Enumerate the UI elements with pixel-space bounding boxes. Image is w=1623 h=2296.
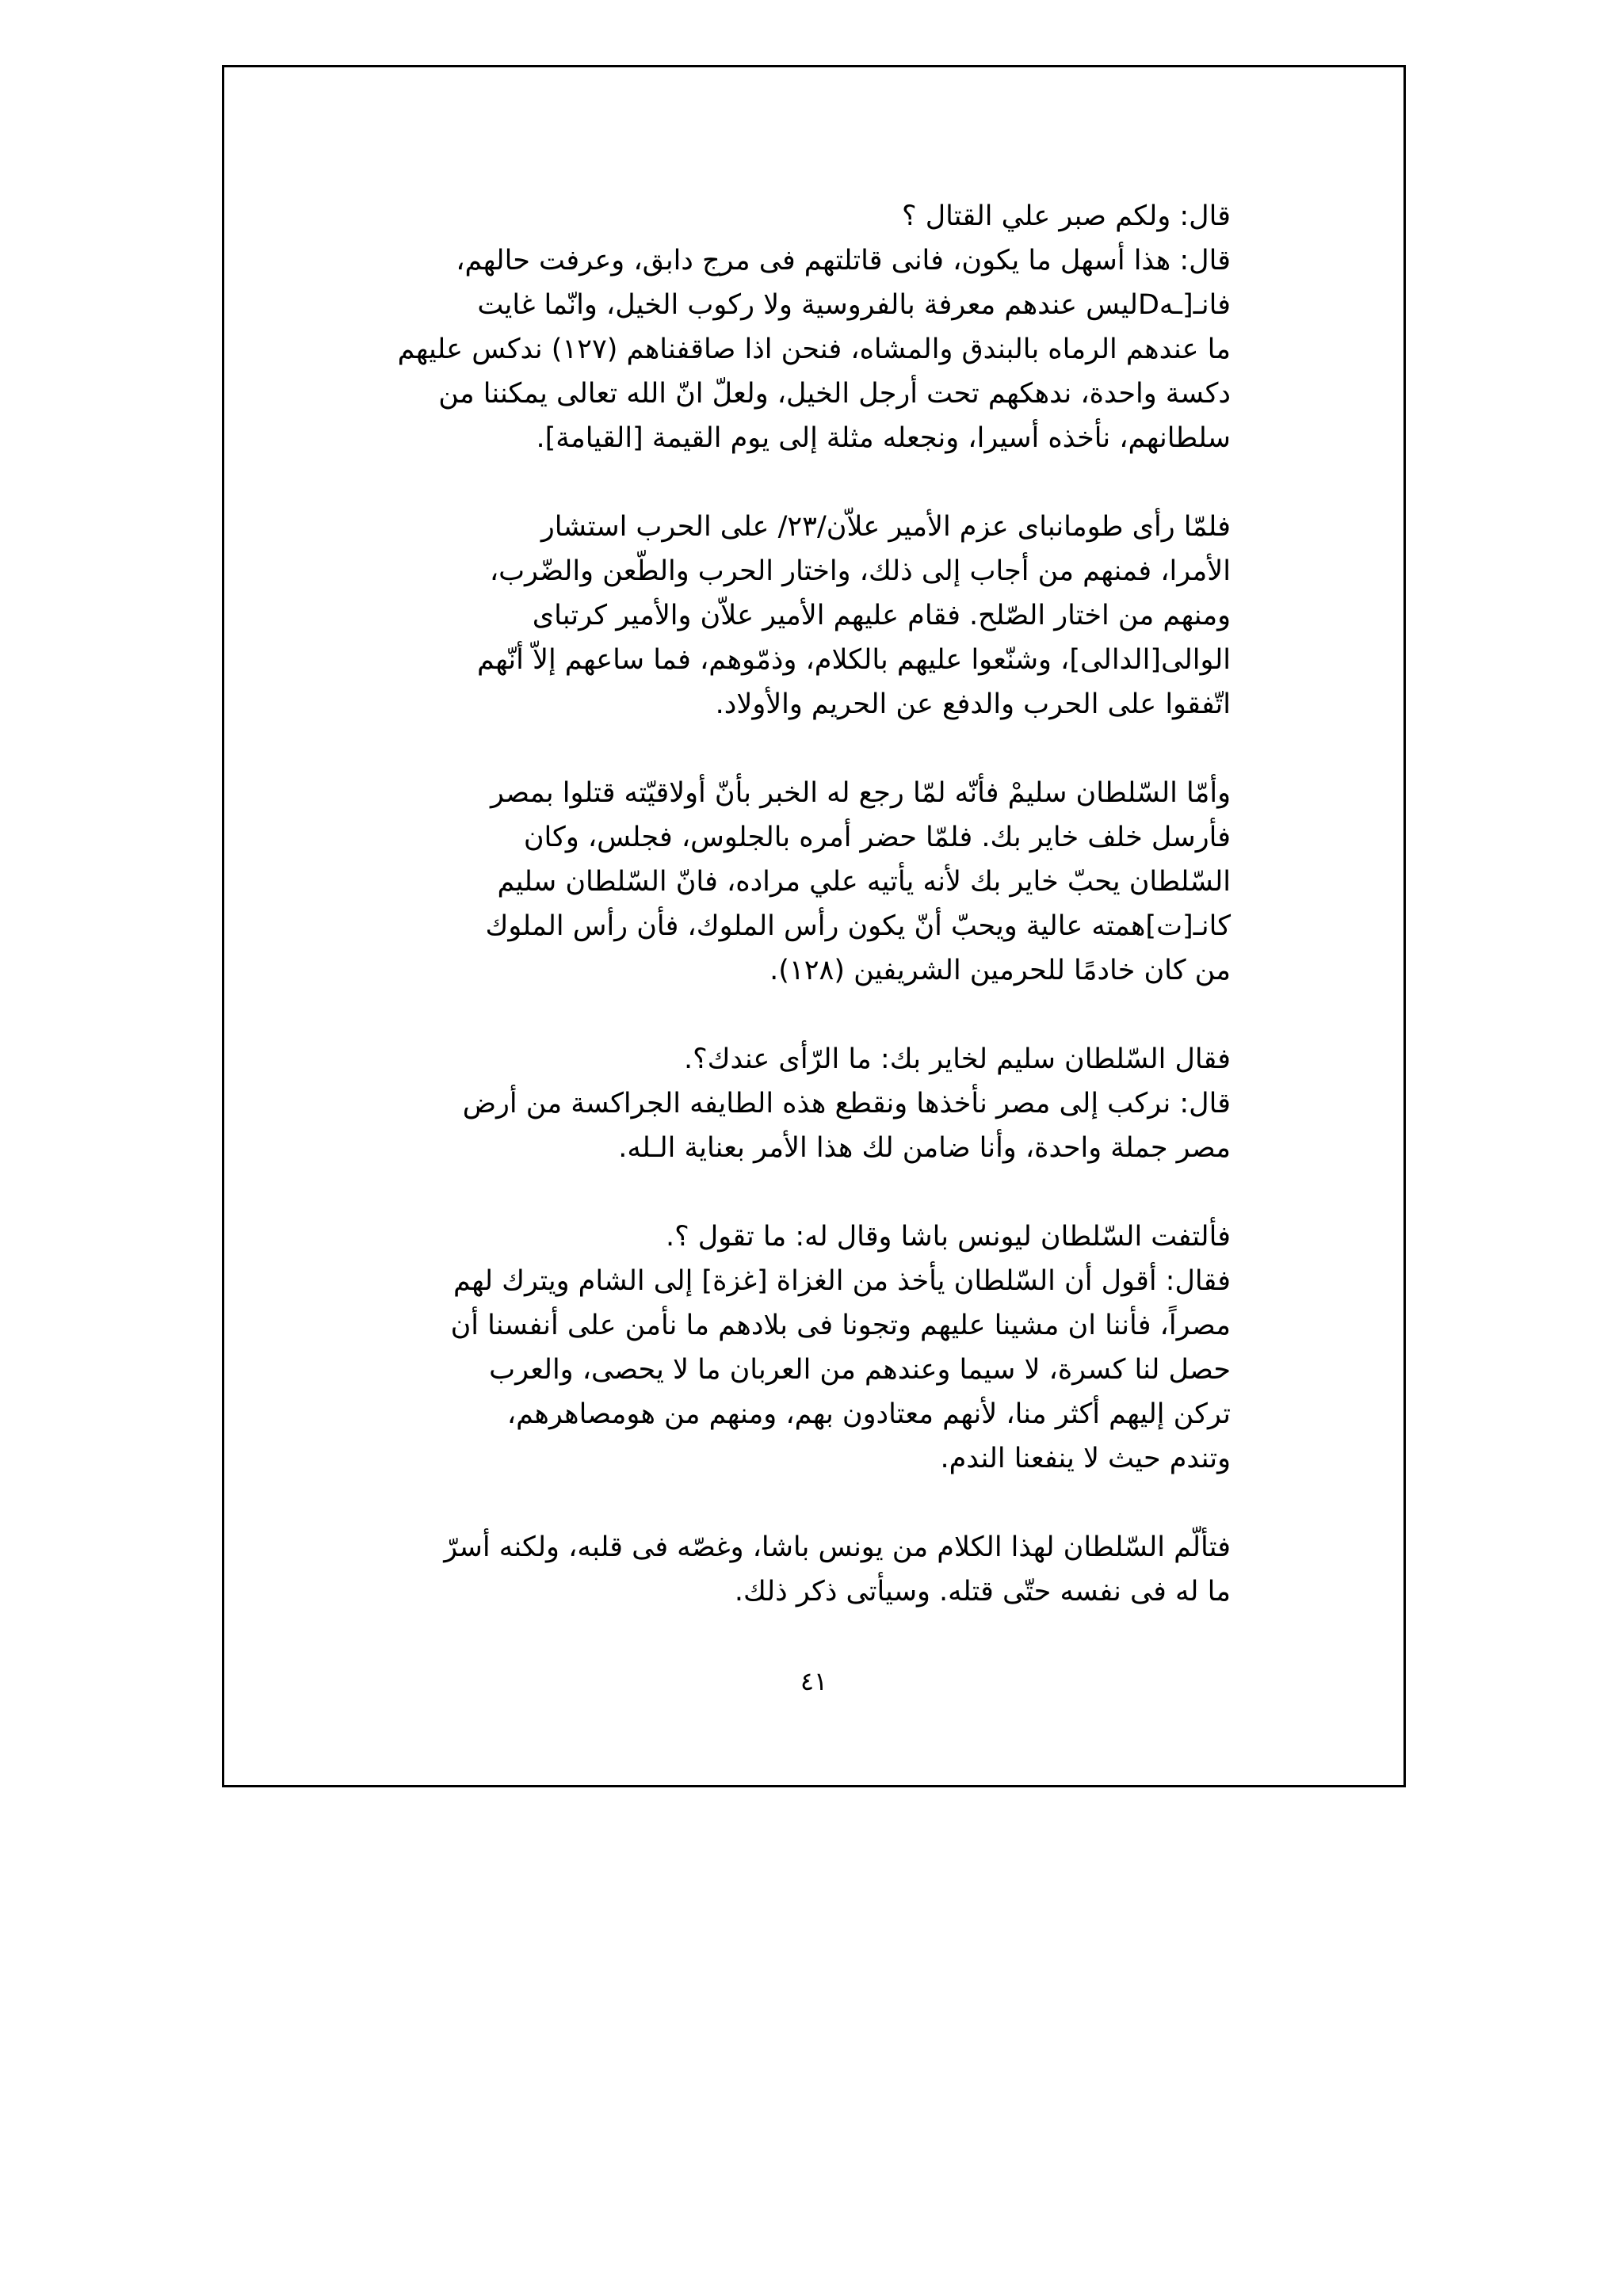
- text-line: قال: ولكم صبر علي القتال ؟: [902, 200, 1231, 232]
- text-line: الوالى[الدالى]، وشنّعوا عليهم بالكلام، وذمّوهم، فما ساعهم إلاّ أنّهم: [476, 644, 1231, 676]
- page-frame: [222, 65, 1406, 1787]
- text-line: فانـ[ـهDليس عندهم معرفة بالفروسية ولا ركوب الخيل، وانّما غايت: [477, 289, 1231, 321]
- text-line: ما عندهم الرماه بالبندق والمشاه، فنحن اذا صاقفناهم (١٢٧) ندكس عليهم: [397, 334, 1231, 365]
- paragraph-2: [399, 505, 1231, 727]
- page-number: ٤١: [800, 1666, 828, 1696]
- text-line: حصل لنا كسرة، لا سيما وعندهم من العربان ما لا يحصى، والعرب: [489, 1354, 1231, 1386]
- text-line: مصر جملة واحدة، وأنا ضامن لك هذا الأمر بعناية الـله.: [618, 1132, 1231, 1164]
- text-line: فألتفت السّلطان ليونس باشا وقال له: ما تقول ؟.: [665, 1221, 1231, 1253]
- page-body: [399, 194, 1231, 1658]
- text-line: وتندم حيث لا ينفعنا الندم.: [940, 1443, 1231, 1474]
- text-line: تركن إليهم أكثر منا، لأنهم معتادون بهم، ومنهم من هومصاهرهم،: [506, 1398, 1231, 1430]
- text-line: من كان خادمًا للحرمين الشريفين (١٢٨).: [769, 955, 1231, 986]
- text-line: دكسة واحدة، ندهكهم تحت أرجل الخيل، ولعلّ انّ الله تعالى يمكننا من: [438, 378, 1231, 410]
- text-line: فتألّم السّلطان لهذا الكلام من يونس باشا، وغصّه فى قلبه، ولكنه أسرّ: [444, 1531, 1231, 1563]
- text-line: ما له فى نفسه حتّى قتله. وسيأتى ذكر ذلك.: [734, 1576, 1231, 1608]
- text-line: قال: نركب إلى مصر نأخذها ونقطع هذه الطايفه الجراكسة من أرض: [462, 1088, 1231, 1119]
- text-line: كانـ[ت]همته عالية ويحبّ أنّ يكون رأس الملوك، فأن رأس الملوك: [485, 910, 1231, 942]
- paragraph-3: [399, 771, 1231, 993]
- text-line: فلمّا رأى طومانباى عزم الأمير علاّن/٢٣/ على الحرب استشار: [540, 511, 1231, 543]
- paragraph-5: [399, 1215, 1231, 1481]
- text-line: اتّفقوا على الحرب والدفع عن الحريم والأولاد.: [715, 688, 1231, 720]
- text-line: وأمّا السّلطان سليمْ فأنّه لمّا رجع له الخبر بأنّ أولاقيّته قتلوا بمصر: [490, 777, 1231, 809]
- text-line: فقال السّلطان سليم لخاير بك: ما الرّأى عندك؟.: [683, 1043, 1231, 1075]
- paragraph-1: [399, 194, 1231, 460]
- text-line: مصراً، فأننا ان مشينا عليهم وتجونا فى بلادهم ما نأمن على أنفسنا أن: [450, 1310, 1231, 1341]
- text-line: فقال: أقول أن السّلطان يأخذ من الغزاة [غزة] إلى الشام ويترك لهم: [453, 1265, 1231, 1297]
- paragraph-4: [399, 1037, 1231, 1170]
- text-line: الأمرا، فمنهم من أجاب إلى ذلك، واختار الحرب والطّعن والضّرب،: [489, 555, 1231, 587]
- text-line: قال: هذا أسهل ما يكون، فانى قاتلتهم فى مرج دابق، وعرفت حالهم،: [456, 245, 1231, 277]
- text-line: السّلطان يحبّ خاير بك لأنه يأتيه علي مراده، فانّ السّلطان سليم: [497, 866, 1231, 898]
- text-line: سلطانهم، نأخذه أسيرا، ونجعله مثلة إلى يوم القيمة [القيامة].: [536, 422, 1231, 454]
- paragraph-6: [399, 1525, 1231, 1614]
- text-line: فأرسل خلف خاير بك. فلمّا حضر أمره بالجلوس، فجلس، وكان: [523, 822, 1231, 853]
- text-line: ومنهم من اختار الصّلح. فقام عليهم الأمير علاّن والأمير كرتباى: [532, 600, 1231, 631]
